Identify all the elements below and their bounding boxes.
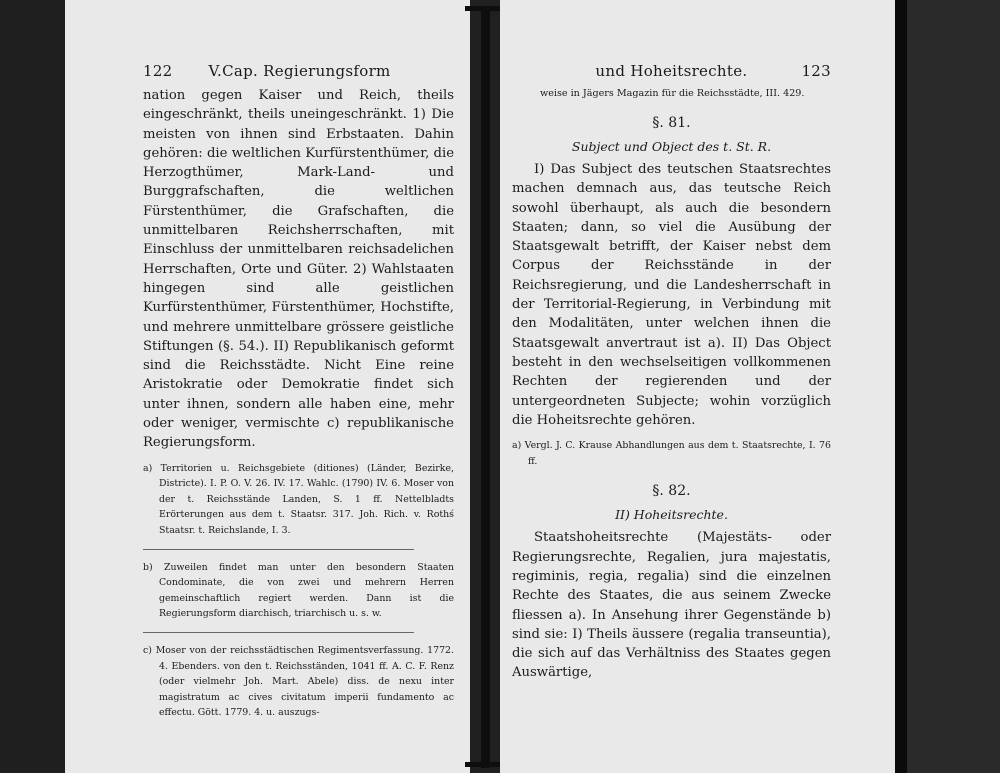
- section-81-heading: §. 81.: [652, 115, 691, 131]
- scan-margin: [907, 0, 1000, 773]
- right-running-head: [512, 62, 831, 80]
- continued-footnote: weise in Jägers Magazin für die Reichsstädte, III. 429.: [540, 88, 805, 99]
- right-page: [500, 0, 895, 773]
- footnote-b-text: b) Zuweilen findet man unter den besondern Staaten Condominate, die von zwei und mehrern Herren gemeinschaftlich regiert werden. Dann ist die Regierungsform diarchisch, triarchisch u. s. w.: [143, 561, 454, 620]
- right-page-number: 123: [801, 62, 831, 80]
- footnote-divider: [143, 549, 414, 550]
- section-82-heading: §. 82.: [652, 483, 691, 500]
- book-spine: [481, 6, 490, 768]
- left-running-title: V.Cap. Regierungsform: [208, 62, 391, 80]
- left-body: [143, 86, 454, 453]
- spine-cap-top: [465, 6, 505, 11]
- section-82-paragraph: Staatshoheitsrechte (Majestäts- oder Regierungsrechte, Regalien, jura majestatis, regiminis, regia, regalia) sind die einzelnen Rechte des Staates, die aus seinem Zwecke fliessen a). In Ansehung ihrer Gegenstände b) sind sie: I) Theils äussere (regalia transeuntia), die sich auf das Verhältniss des Staates gegen Auswärtige,: [512, 530, 831, 681]
- section-81-footnote: [512, 438, 831, 469]
- section-82-title: II) Hoheitsrechte.: [615, 507, 728, 523]
- right-running-title: und Hoheitsrechte.: [595, 62, 748, 80]
- section-81-body: [512, 160, 831, 430]
- footnote-c: [143, 643, 454, 721]
- footnote-a: [143, 461, 454, 539]
- footnote-b: [143, 560, 454, 622]
- section-81-paragraph: I) Das Subject des teutschen Staatsrechtes machen demnach aus, das teutsche Reich sowohl überhaupt, als auch die besondern Staaten; dann, so viel die Ausübung der Staatsgewalt betrifft, der Kaiser nebst dem Corpus der Reichsstände in der Reichsregierung, und die Landesherrschaft in der Territorial-Regierung, in Verbindung mit den Modalitäten, unter welchen ihnen die Staatsgewalt anvertraut ist a). II) Das Object besteht in den wechselseitigen vollkommenen Rechten der regierenden und der untergeordneten Subjecte; wohin vorzüglich die Hoheitsrechte gehören.: [512, 162, 831, 428]
- left-page-number: 122: [143, 62, 173, 80]
- spine-cap-bottom: [465, 762, 505, 767]
- section-81-title: Subject und Object des t. St. R.: [571, 139, 772, 154]
- section-82-body: [512, 528, 831, 682]
- footnote-c-text: c) Moser von der reichsstädtischen Regimentsverfassung. 1772. 4. Ebenders. von den t. Reichsständen, 1041 ff. A. C. F. Renz (oder vielmehr Joh. Mart. Abele) diss. de nexu inter magistratum ac cives civitatum imperii fundamento ac effectu. Gött. 1779. 4. u. auszugs-: [143, 644, 454, 719]
- left-running-head: [143, 62, 454, 80]
- left-page: [65, 0, 470, 773]
- left-body-paragraph: nation gegen Kaiser und Reich, theils eingeschränkt, theils uneingeschränkt. 1) Die meisten von ihnen sind Erbstaaten. Dahin gehören: die weltlichen Kurfürstenthümer, die Herzogthümer, Mark-Land- und Burggrafschaften, die weltlichen Fürstenthümer, die Grafschaften, die unmittelbaren Reichsherrschaften, mit Einschluss der unmittelbaren reichsadelichen Herrschaften, Orte und Güter. 2) Wahlstaaten hingegen sind alle geistlichen Kurfürstenthümer, Fürstenthümer, Hochstifte, und mehrere unmittelbare grössere geistliche Stiftungen (§. 54.). II) Republikanisch geformt sind die Reichsstädte. Nicht Eine reine Aristokratie oder Demokratie findet sich unter ihnen, sondern alle haben eine, mehr oder weniger, vermischte c) republikanische Regierungsform.: [143, 88, 454, 451]
- footnote-divider: [143, 632, 414, 633]
- section-81-footnote-text: a) Vergl. J. C. Krause Abhandlungen aus dem t. Staatsrechte, I. 76 ff.: [512, 440, 831, 467]
- footnote-a-text: a) Territorien u. Reichsgebiete (ditiones) (Länder, Bezirke, Districte). I. P. O. V. 26. IV. 17. Wahlc. (1790) IV. 6. Moser von der t. Reichsstände Landen, S. 1 ff. Nettelbladts Erörterungen aus dem t. Staatsr. 317. Joh. Rich. v. Rothś Staatsr. t. Reichslande, I. 3.: [143, 462, 454, 537]
- left-footnotes: [143, 461, 454, 721]
- page-edge-shadow: [895, 0, 907, 773]
